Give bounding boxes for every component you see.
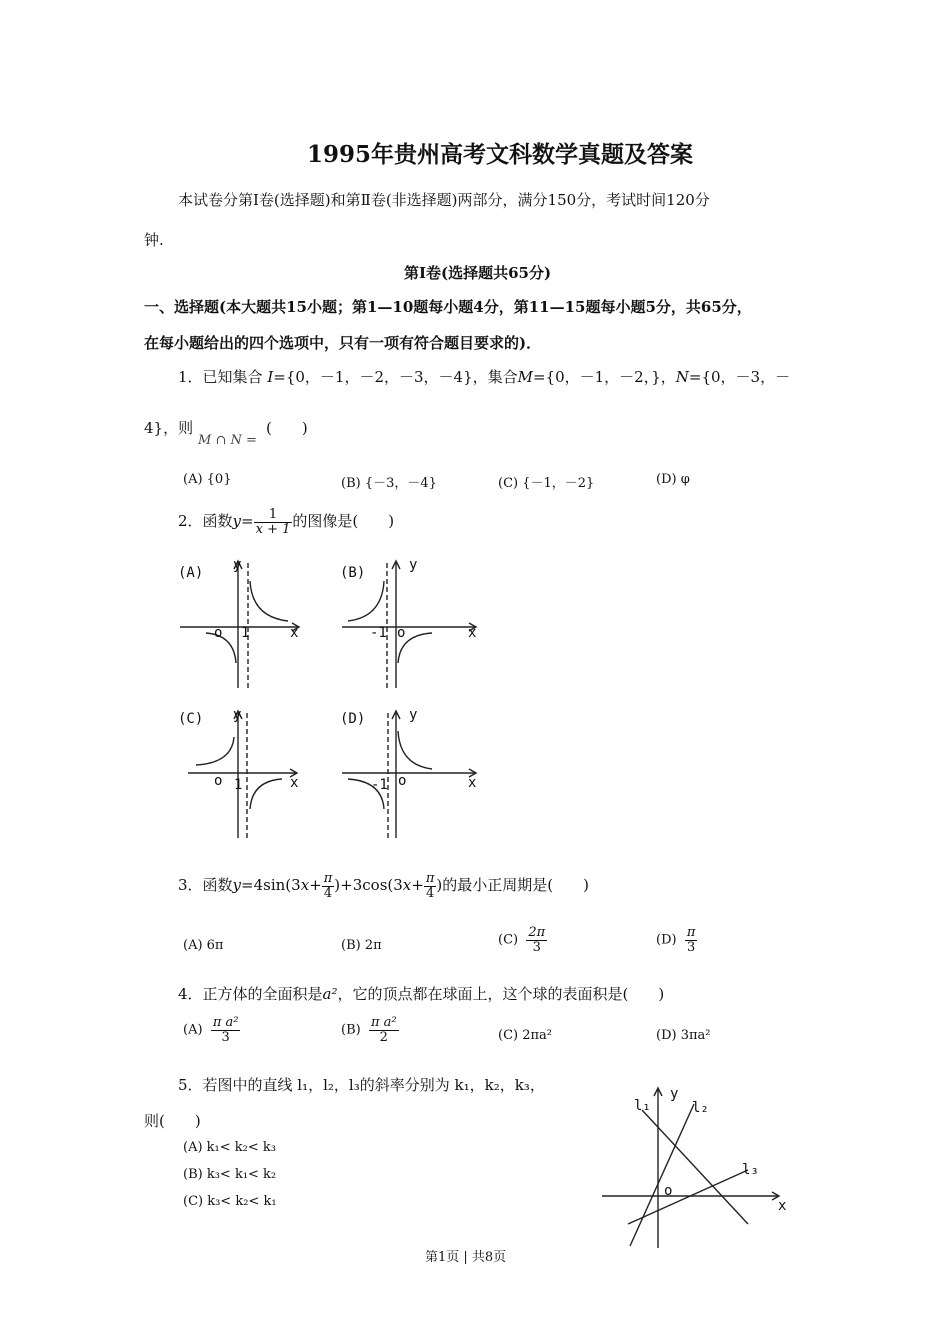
question-1: 1．已知集合 I={0，－1，－2，－3，－4}，集合M={0，－1，－2，}，N={0，－3，－ xyxy=(178,368,791,386)
question-4: 4．正方体的全面积是a²，它的顶点都在球面上，这个球的表面积是( ) xyxy=(178,985,665,1003)
intro-text-cont: 钟. xyxy=(144,231,164,249)
q1-option-c: (C) {－1，－2} xyxy=(498,476,595,491)
graph-a-y-label: y xyxy=(233,557,242,573)
origin-label: o xyxy=(664,1183,673,1199)
line-l1-label: l₁ xyxy=(634,1098,651,1114)
q3-option-d: (D) $\frac{\pi}{3}$ xyxy=(656,925,696,955)
intro-text: 本试卷分第Ⅰ卷(选择题)和第Ⅱ卷(非选择题)两部分，满分150分，考试时间120分 xyxy=(178,191,710,209)
graph-a-mark: 1 xyxy=(241,625,250,641)
q1-option-a: (A) {0} xyxy=(183,472,232,487)
instructions: 一、选择题(本大题共15小题；第1—10题每小题4分，第11—15题每小题5分，共65分， xyxy=(144,298,752,316)
graph-b-x-label: x xyxy=(468,625,477,641)
graph-a-label: (A) xyxy=(178,565,204,581)
graph-c-label: (C) xyxy=(178,711,204,727)
graph-c-mark: 1 xyxy=(234,777,243,793)
q1-option-d: (D) φ xyxy=(656,472,690,487)
graph-d-origin: o xyxy=(398,773,407,789)
graph-d-x-label: x xyxy=(468,775,477,791)
question-3: 3．函数y=4sin(3x+ $\frac{\pi}{4}$ )+3cos(3x+ $\frac{\pi}{4}$ )的最小正周期是( ) xyxy=(178,871,589,901)
instructions-cont: 在每小题给出的四个选项中，只有一项有符合题目要求的)． xyxy=(144,334,542,352)
graph-b-mark: -1 xyxy=(370,625,387,641)
y-axis-label: y xyxy=(670,1086,679,1102)
graph-c-x-label: x xyxy=(290,775,299,791)
graph-b-y-label: y xyxy=(409,557,418,573)
graph-d-label: (D) xyxy=(340,711,366,727)
q5-lines-figure xyxy=(598,1082,798,1252)
page-footer: 第1页 | 共8页 xyxy=(425,1250,507,1265)
line-l3-label: l₃ xyxy=(742,1162,759,1178)
graph-c-y-label: y xyxy=(233,707,242,723)
q2-graphs xyxy=(170,555,490,845)
q5-option-b: (B) k₃< k₁< k₂ xyxy=(183,1167,277,1182)
graph-c-origin: o xyxy=(214,773,223,789)
q4-option-d: (D) 3πa² xyxy=(656,1028,711,1043)
question-2: 2．函数y= $\frac{1}{x + 1}$ 的图像是( ) xyxy=(178,507,395,537)
q4-option-a: (A) $\frac{\text{π a²}}{3}$ xyxy=(183,1015,239,1045)
q5-option-c: (C) k₃< k₂< k₁ xyxy=(183,1194,277,1209)
q5-option-a: (A) k₁< k₂< k₃ xyxy=(183,1140,276,1155)
q4-option-c: (C) 2πa² xyxy=(498,1028,552,1043)
graph-a-origin: o xyxy=(214,625,223,641)
x-axis-label: x xyxy=(778,1198,787,1214)
question-1-cont: 4}，则 xyxy=(144,419,194,437)
set-intersection-expr: M ∩ N = xyxy=(198,433,257,448)
graph-b-origin: o xyxy=(397,625,406,641)
answer-paren: ( ) xyxy=(266,419,308,437)
q4-option-b: (B) $\frac{\text{π a²}}{2}$ xyxy=(341,1015,397,1045)
graph-b-label: (B) xyxy=(340,565,366,581)
page-title: 1995年贵州高考文科数学真题及答案 xyxy=(307,141,694,168)
line-l2-label: l₂ xyxy=(692,1100,709,1116)
section-title: 第Ⅰ卷(选择题共65分) xyxy=(404,264,552,282)
q3-option-c: (C) $\frac{2\pi}{3}$ xyxy=(498,925,546,955)
graph-d-mark: -1 xyxy=(371,777,388,793)
q3-option-b: (B) 2π xyxy=(341,938,382,953)
graph-a-x-label: x xyxy=(290,625,299,641)
question-5: 5．若图中的直线 l₁，l₂，l₃的斜率分别为 k₁，k₂，k₃， xyxy=(178,1076,545,1094)
q1-option-b: (B) {－3，－4} xyxy=(341,476,437,491)
graph-d-y-label: y xyxy=(409,707,418,723)
q3-option-a: (A) 6π xyxy=(183,938,224,953)
question-5-cont: 则( ) xyxy=(144,1112,201,1130)
